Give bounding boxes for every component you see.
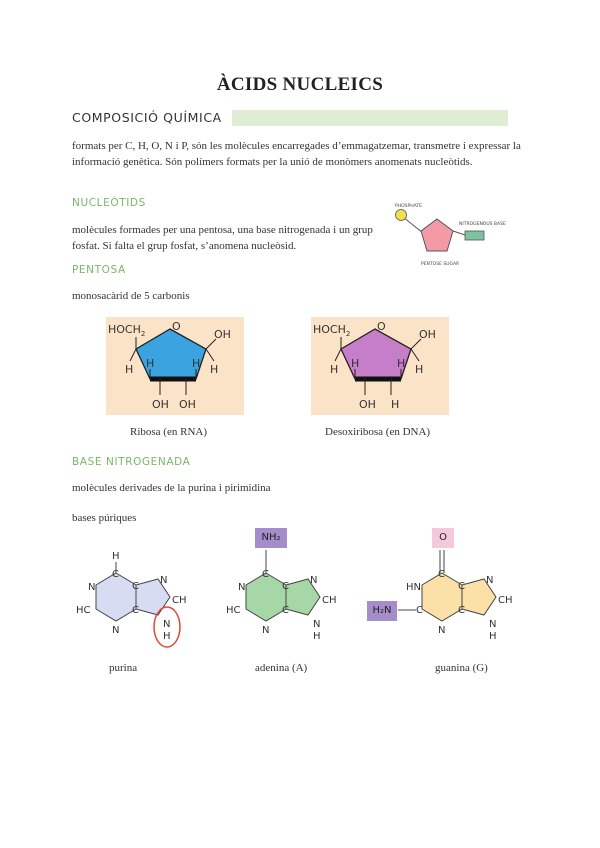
guanine-atom-c2: C: [416, 605, 423, 616]
adenine-atom-n9: N: [313, 619, 321, 630]
deoxyribose-h-label-c2a: H: [397, 357, 406, 370]
purine-atom-n7: N: [160, 575, 168, 586]
ribose-hoch2-label: $HOCH_2$: [108, 323, 146, 338]
purine-atom-ch8: CH: [172, 595, 187, 606]
adenine-six-ring: [246, 573, 286, 621]
adenine-atom-ch8: CH: [322, 595, 337, 606]
deoxyribose-hoch2-label: $HOCH_2$: [313, 323, 351, 338]
purine-atom-c6: C: [112, 569, 119, 580]
adenine-atom-h9: H: [313, 631, 321, 642]
deoxyribose-o-label: O: [377, 320, 386, 333]
ribose-oh-label-c1: OH: [214, 328, 231, 341]
base-bond: [453, 231, 465, 235]
purine-atom-n3: N: [112, 625, 120, 636]
purine-atom-n9: N: [163, 619, 171, 630]
pentose-pentagon: [421, 219, 453, 251]
guanine-atom-c6: C: [438, 569, 445, 580]
chem-paragraph-line-1: formats per C, H, O, N i P, són les molècules encarregades d’emmagatzemar, transmetre i expressar la: [72, 140, 521, 152]
guanine-atom-n3: N: [438, 625, 446, 636]
section-heading-pentose: PENTOSA: [72, 264, 126, 276]
purine-atom-h-top: H: [112, 551, 120, 562]
guanine-atom-n7: N: [486, 575, 494, 586]
adenine-atom-c6: C: [262, 569, 269, 580]
heading-highlight-bar: [232, 110, 508, 126]
guanine-atom-hn1: HN: [406, 582, 421, 593]
pentose-sugar-label: PENTOSE SUGAR: [421, 262, 460, 267]
purine-bases-subheading: bases púriques: [72, 512, 137, 524]
chem-paragraph-line-2: informació genètica. Són polímers formats per la unió de monòmers anomenats nucleòtids.: [72, 156, 473, 168]
guanine-h2n-box: H₂N: [367, 601, 397, 621]
nitrogenous-base-label: NITROGENOUS BASE: [459, 222, 506, 227]
guanine-atom-h9: H: [489, 631, 497, 642]
pentose-text: monosacàrid de 5 carbonis: [72, 290, 190, 302]
purine-atom-n1: N: [88, 582, 96, 593]
deoxyribose-caption: Desoxiribosa (en DNA): [325, 426, 431, 438]
deoxyribose-structure: [311, 317, 449, 415]
purine-atom-c5: C: [132, 581, 139, 592]
guanine-six-ring: [422, 573, 462, 621]
adenine-atom-c4: C: [282, 605, 289, 616]
phosphate-circle: [396, 210, 407, 221]
adenine-atom-c5: C: [282, 581, 289, 592]
guanine-structure: [398, 545, 538, 650]
guanine-atom-c4: C: [458, 605, 465, 616]
ribose-h-label-c1: H: [210, 363, 219, 376]
adenine-atom-n1: N: [238, 582, 246, 593]
guanine-caption: guanina (G): [435, 662, 488, 674]
deoxyribose-h-label-c3: H: [351, 357, 360, 370]
purine-structure: [72, 545, 212, 650]
deoxyribose-h-label-c2b: H: [391, 398, 400, 411]
purine-atom-h9: H: [163, 631, 171, 642]
deoxyribose-oh-label-c3: OH: [359, 398, 376, 411]
page-title: ÀCIDS NUCLEICS: [216, 74, 384, 95]
ribose-oh-label-c3: OH: [152, 398, 169, 411]
adenine-caption: adenina (A): [255, 662, 308, 674]
ribose-structure: [106, 317, 244, 415]
adenine-atom-hc2: HC: [226, 605, 241, 616]
purine-atom-hc2: HC: [76, 605, 91, 616]
nucleotides-line-2: fosfat. Si falta el grup fosfat, s’anomena nucleòsid.: [72, 240, 297, 252]
guanine-o-box: O: [432, 528, 454, 548]
guanine-atom-c5: C: [458, 581, 465, 592]
purine-atom-c4: C: [132, 605, 139, 616]
deoxyribose-oh-label-c1: OH: [419, 328, 436, 341]
purine-caption: purina: [109, 662, 138, 674]
ribose-h-label-c3: H: [146, 357, 155, 370]
ribose-h-label-c4: H: [125, 363, 134, 376]
adenine-atom-n3: N: [262, 625, 270, 636]
purine-six-ring: [96, 573, 136, 621]
section-heading-chemical-composition: COMPOSICIÓ QUÍMICA: [72, 110, 222, 125]
ribose-caption: Ribosa (en RNA): [130, 426, 207, 438]
adenine-structure: [222, 545, 362, 650]
base-text: molècules derivades de la purina i pirimidina: [72, 482, 271, 494]
adenine-nh2-box: NH₂: [255, 528, 287, 548]
deoxyribose-h-label-c1: H: [415, 363, 424, 376]
ribose-h-label-c2: H: [192, 357, 201, 370]
phosphate-bond: [403, 217, 423, 233]
nitrogenous-base-rect: [465, 231, 484, 240]
guanine-atom-n9: N: [489, 619, 497, 630]
deoxyribose-h-label-c4: H: [330, 363, 339, 376]
adenine-atom-n7: N: [310, 575, 318, 586]
ribose-o-label: O: [172, 320, 181, 333]
nucleotides-line-1: molècules formades per una pentosa, una base nitrogenada i un grup: [72, 224, 373, 236]
section-heading-nucleotides: NUCLEÒTIDS: [72, 197, 146, 209]
guanine-atom-ch8: CH: [498, 595, 513, 606]
section-heading-nitrogenous-base: BASE NITROGENADA: [72, 456, 191, 468]
phosphate-label: PHOSPHATE: [395, 204, 422, 209]
ribose-oh-label-c2: OH: [179, 398, 196, 411]
